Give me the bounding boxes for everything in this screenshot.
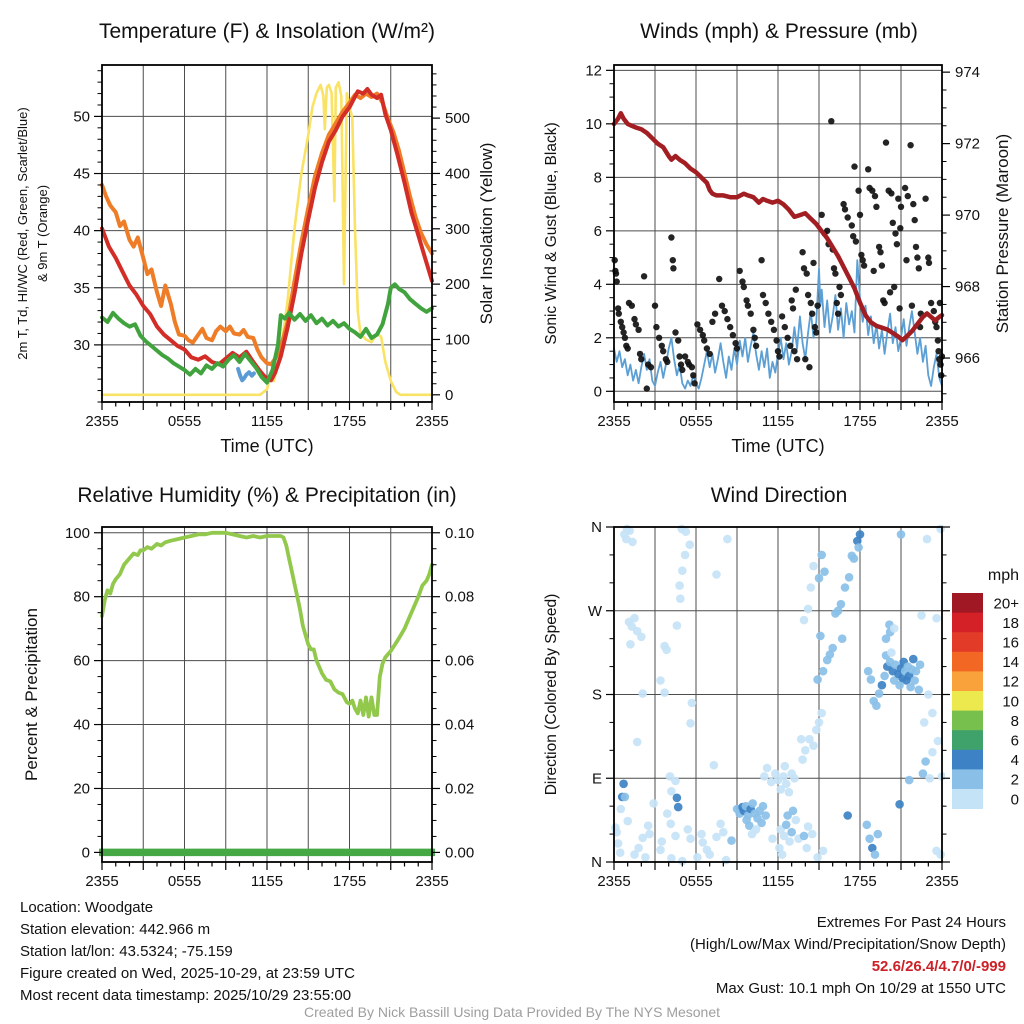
y-tick-label: 4	[593, 276, 602, 294]
y-tick-label: 8	[593, 169, 602, 187]
right-tick-label: 966	[955, 350, 981, 368]
x-axis-title: Time (UTC)	[731, 436, 825, 456]
legend-label: 10	[1002, 693, 1019, 711]
right-tick-label: 500	[445, 110, 471, 128]
temperature-chart-title: Temperature (F) & Insolation (W/m²)	[98, 20, 436, 43]
legend-label: 6	[1010, 732, 1019, 750]
speed-legend	[952, 567, 1019, 809]
data-timestamp: Most recent data timestamp: 2025/10/29 23:55:00	[20, 987, 352, 1004]
wind-direction-chart	[512, 460, 1024, 920]
right-axis-title: Station Pressure (Maroon)	[993, 133, 1012, 334]
winds-chart-title: Winds (mph) & Pressure (mb)	[640, 20, 918, 43]
y-tick-label: 40	[73, 222, 90, 240]
extremes-title: Extremes For Past 24 Hours	[816, 914, 1006, 931]
legend-label: 4	[1010, 752, 1019, 770]
credit-line: Created By Nick Bassill Using Data Provided By The NYS Mesonet	[303, 1004, 721, 1020]
y-axis-title: Sonic Wind & Gust (Blue, Black)	[543, 122, 560, 345]
y-tick-label: 100	[64, 524, 90, 542]
x-tick-label: 2355	[85, 413, 119, 430]
station-location: Location: Woodgate	[20, 899, 154, 916]
temperature-insolation-plot	[0, 0, 512, 460]
station-elevation: Station elevation: 442.966 m	[20, 921, 211, 938]
y-tick-label: N	[591, 854, 602, 871]
y-tick-label: E	[591, 770, 602, 788]
axes	[15, 71, 496, 456]
figure-created: Figure created on Wed, 2025-10-29, at 23:59 UTC	[20, 965, 355, 982]
x-tick-label: 2355	[597, 413, 631, 430]
y-tick-label: 2	[593, 329, 602, 347]
legend-swatch	[952, 593, 983, 613]
y-axis-title: 2m T, Td, HI/WC (Red, Green, Scarlet/Blue)	[15, 107, 30, 360]
x-tick-label: 0555	[679, 413, 713, 430]
humidity-precip-plot	[0, 460, 512, 920]
legend-swatch	[952, 632, 983, 652]
y-axis-title: Percent & Precipitation	[22, 608, 41, 781]
x-tick-label: 2355	[925, 413, 959, 430]
y-tick-label: 45	[73, 165, 90, 183]
max-gust: Max Gust: 10.1 mph On 10/29 at 1550 UTC	[715, 980, 1006, 997]
x-tick-label: 2355	[415, 413, 449, 430]
station-info-block	[20, 897, 355, 1007]
y-tick-label: 80	[73, 588, 90, 606]
legend-swatch	[952, 711, 983, 731]
right-tick-label: 100	[445, 331, 471, 349]
x-tick-label: 0555	[679, 873, 713, 890]
right-tick-label: 0.00	[445, 844, 475, 862]
y-tick-label: S	[591, 686, 602, 704]
y-tick-label: 12	[585, 62, 602, 80]
legend-label: 14	[1002, 654, 1019, 672]
right-tick-label: 0.08	[445, 588, 475, 606]
x-tick-label: 1155	[761, 413, 795, 430]
right-tick-label: 972	[955, 135, 981, 153]
legend-label: 8	[1010, 712, 1019, 730]
y-tick-label: N	[591, 519, 602, 536]
y-tick-label: 6	[593, 222, 602, 240]
legend-label: 0	[1010, 791, 1019, 809]
right-tick-label: 200	[445, 276, 471, 294]
legend-swatch	[952, 613, 983, 633]
legend-label: 18	[1002, 614, 1019, 632]
legend-label: 20+	[993, 595, 1019, 613]
y-tick-label: 0	[81, 844, 90, 862]
station-latlon: Station lat/lon: 43.5324; -75.159	[20, 943, 233, 960]
x-tick-label: 0555	[167, 873, 202, 890]
winds-pressure-chart	[512, 0, 1024, 460]
wind-direction-chart-title: Wind Direction	[710, 484, 848, 507]
y-tick-label: 40	[73, 716, 90, 734]
extremes-values: 52.6/26.4/4.7/0/-999	[871, 958, 1006, 975]
x-axis-title: Time (UTC)	[220, 436, 314, 456]
humidity-chart-title: Relative Humidity (%) & Precipitation (in)	[77, 484, 457, 507]
y-tick-label: 50	[73, 108, 90, 126]
right-tick-label: 0.02	[445, 780, 475, 798]
y-tick-label: 10	[585, 115, 602, 133]
x-tick-label: 1155	[761, 873, 795, 890]
series-wind-chill	[238, 369, 254, 380]
legend-swatch	[952, 769, 983, 789]
right-tick-label: 0.06	[445, 652, 475, 670]
x-tick-label: 2355	[925, 873, 959, 890]
legend-title: mph	[987, 567, 1019, 584]
right-tick-label: 0.04	[445, 716, 475, 734]
y-tick-label: 35	[73, 279, 90, 297]
x-tick-label: 0555	[167, 413, 202, 430]
legend-swatch	[952, 691, 983, 711]
temperature-insolation-chart	[0, 0, 512, 460]
x-tick-label: 1755	[332, 873, 367, 890]
y-tick-label: W	[587, 602, 602, 620]
axes	[22, 525, 474, 890]
y-tick-label: 20	[73, 780, 90, 798]
right-tick-label: 300	[445, 220, 471, 238]
y-tick-label: 30	[73, 336, 90, 354]
x-tick-label: 1755	[843, 413, 877, 430]
legend-swatch	[952, 671, 983, 691]
gridlines	[102, 527, 432, 862]
x-tick-label: 1755	[843, 873, 877, 890]
right-tick-label: 400	[445, 165, 471, 183]
right-tick-label: 0.10	[445, 524, 475, 542]
y-tick-label: 60	[73, 652, 90, 670]
x-tick-label: 2355	[85, 873, 119, 890]
right-tick-label: 970	[955, 207, 981, 225]
right-axis-title: Solar Insolation (Yellow)	[477, 142, 496, 325]
x-tick-label: 2355	[597, 873, 631, 890]
legend-swatch	[952, 730, 983, 750]
legend-label: 2	[1010, 771, 1019, 789]
right-tick-label: 968	[955, 278, 981, 296]
x-tick-label: 1155	[250, 413, 284, 430]
x-tick-label: 1155	[250, 873, 284, 890]
legend-swatch	[952, 789, 983, 809]
y-tick-label: 0	[593, 383, 602, 401]
x-tick-label: 2355	[415, 873, 449, 890]
winds-pressure-plot	[512, 0, 1024, 460]
y-axis-title: Direction (Colored By Speed)	[543, 593, 560, 796]
legend-label: 12	[1002, 673, 1019, 691]
wind-direction-plot	[512, 460, 1024, 920]
right-tick-label: 0	[445, 386, 454, 404]
extremes-block	[690, 912, 1006, 1000]
right-tick-label: 974	[955, 64, 981, 82]
legend-swatch	[952, 750, 983, 770]
x-tick-label: 1755	[332, 413, 367, 430]
humidity-precip-chart	[0, 460, 512, 920]
y-axis-title: & 9m T (Orange)	[35, 184, 50, 283]
legend-label: 16	[1002, 634, 1019, 652]
legend-swatch	[952, 652, 983, 672]
extremes-subtitle: (High/Low/Max Wind/Precipitation/Snow Depth)	[690, 936, 1006, 953]
